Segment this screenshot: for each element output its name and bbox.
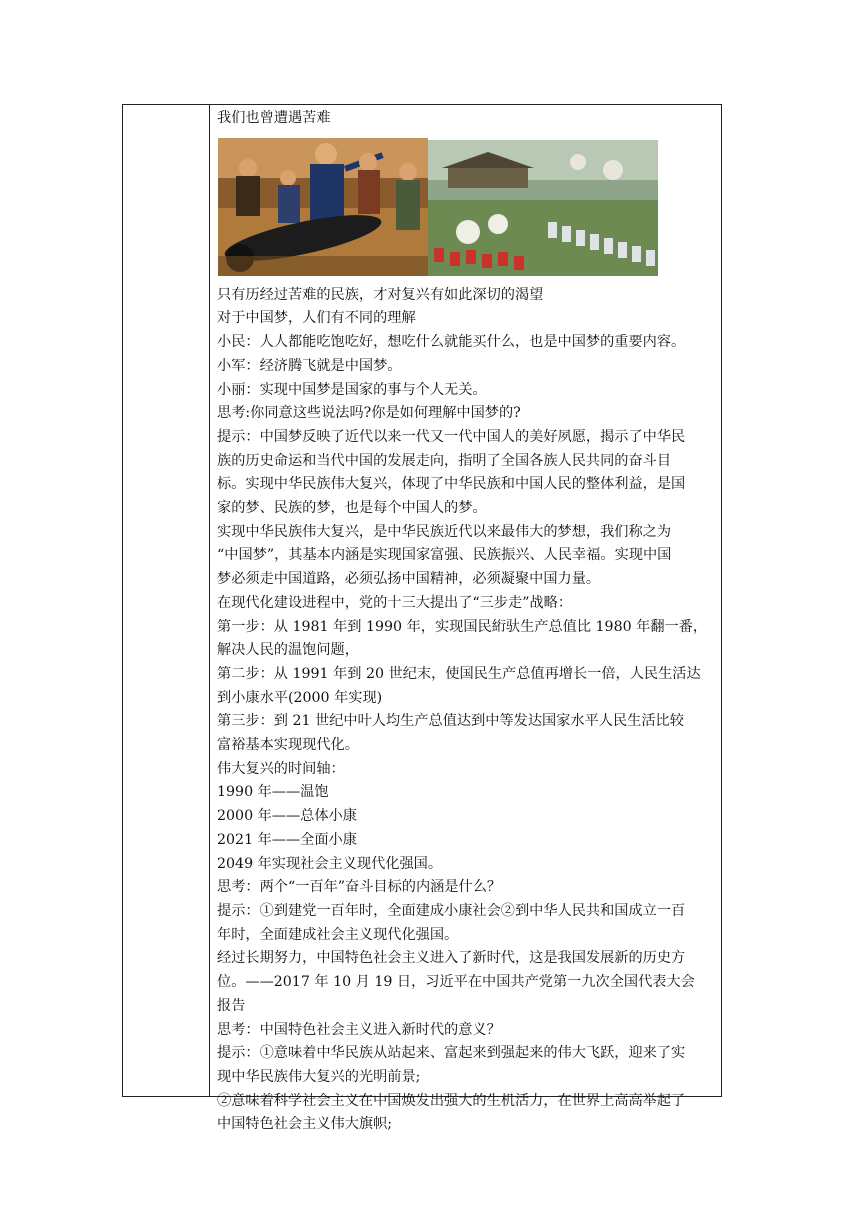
text-line: 提示：①意味着中华民族从站起来、富起来到强起来的伟大飞跃，迎来了实 — [217, 1045, 686, 1062]
text-line: 中国特色社会主义伟大旗帜; — [217, 1116, 393, 1133]
lesson-table — [122, 104, 722, 1133]
text-line: 现中华民族伟大复兴的光明前景; — [217, 1068, 421, 1085]
text-line: 标。实现中华民族伟大复兴，体现了中华民族和中国人民的整体利益，是国 — [217, 476, 686, 493]
text-line: 2000 年——总体小康 — [217, 808, 357, 825]
text-line: 报告 — [217, 997, 246, 1014]
text-line: 在现代化建设进程中，党的十三大提出了“三步走”战略： — [217, 594, 573, 611]
text-line: 第三步：到 21 世纪中叶人均生产总值达到中等发达国家水平人民生活比较 — [217, 713, 684, 730]
qing-officials-cannon-image — [218, 138, 428, 276]
text-line: 提示：①到建党一百年时，全面建成小康社会②到中华人民共和国成立一百 — [217, 902, 686, 919]
content-cell — [217, 107, 717, 1137]
text-line: 到小康水平(2000 年实现) — [217, 689, 383, 706]
illustration-row — [217, 138, 717, 276]
text-line: 位。——2017 年 10 月 19 日，习近平在中国共产党第一九次全国代表大会 — [217, 974, 695, 991]
text-line: 小民：人人都能吃饱吃好，想吃什么就能买什么，也是中国梦的重要内容。 — [217, 334, 686, 351]
column-divider — [209, 105, 210, 1096]
text-line: 解决人民的温饱问题， — [217, 642, 359, 659]
text-line: 思考：中国特色社会主义进入新时代的意义？ — [217, 1021, 501, 1038]
text-line: 家的梦、民族的梦，也是每个中国人的梦。 — [217, 500, 487, 517]
text-line: 2049 年实现社会主义现代化强国。 — [217, 855, 443, 872]
text-line: 经过长期努力，中国特色社会主义进入了新时代，这是我国发展新的历史方 — [217, 950, 686, 967]
battle-scene-image — [428, 140, 658, 276]
section-heading: 我们也曾遭遇苦难 — [217, 110, 331, 126]
text-line: 族的历史命运和当代中国的发展走向，指明了全国各族人民共同的奋斗目 — [217, 452, 672, 469]
text-line: ②意味着科学社会主义在中国焕发出强大的生机活力，在世界上高高举起了 — [217, 1092, 686, 1109]
text-line: 思考：两个“一百年”奋斗目标的内涵是什么？ — [217, 879, 502, 896]
text-line: 实现中华民族伟大复兴，是中华民族近代以来最伟大的梦想，我们称之为 — [217, 523, 672, 540]
text-line: 年时，全面建成社会主义现代化强国。 — [217, 926, 459, 943]
text-line: 第二步：从 1991 年到 20 世纪末，使国民生产总值再增长一倍，人民生活达 — [217, 665, 701, 682]
text-line: 对于中国梦，人们有不同的理解 — [217, 310, 416, 327]
text-line: 只有历经过苦难的民族，才对复兴有如此深切的渴望 — [217, 286, 544, 303]
text-line: 小丽：实现中国梦是国家的事与个人无关。 — [217, 381, 487, 398]
text-line: 提示：中国梦反映了近代以来一代又一代中国人的美好夙愿，揭示了中华民 — [217, 428, 686, 445]
text-line: 梦必须走中国道路，必须弘扬中国精神，必须凝聚中国力量。 — [217, 571, 601, 588]
text-line: 思考:你同意这些说法吗?你是如何理解中国梦的? — [217, 405, 521, 422]
text-line: “中国梦”，其基本内涵是实现国家富强、民族振兴、人民幸福。实现中国 — [217, 547, 672, 564]
text-line: 富裕基本实现现代化。 — [217, 737, 359, 754]
text-line: 小军：经济腾飞就是中国梦。 — [217, 357, 402, 374]
text-line: 1990 年——温饱 — [217, 784, 329, 801]
left-empty-cell — [123, 105, 209, 1096]
text-line: 2021 年——全面小康 — [217, 831, 357, 848]
text-line: 第一步：从 1981 年到 1990 年，实现国民絎驮生产总值比 1980 年翻一番， — [217, 618, 708, 635]
text-line: 伟大复兴的时间轴： — [217, 760, 345, 777]
